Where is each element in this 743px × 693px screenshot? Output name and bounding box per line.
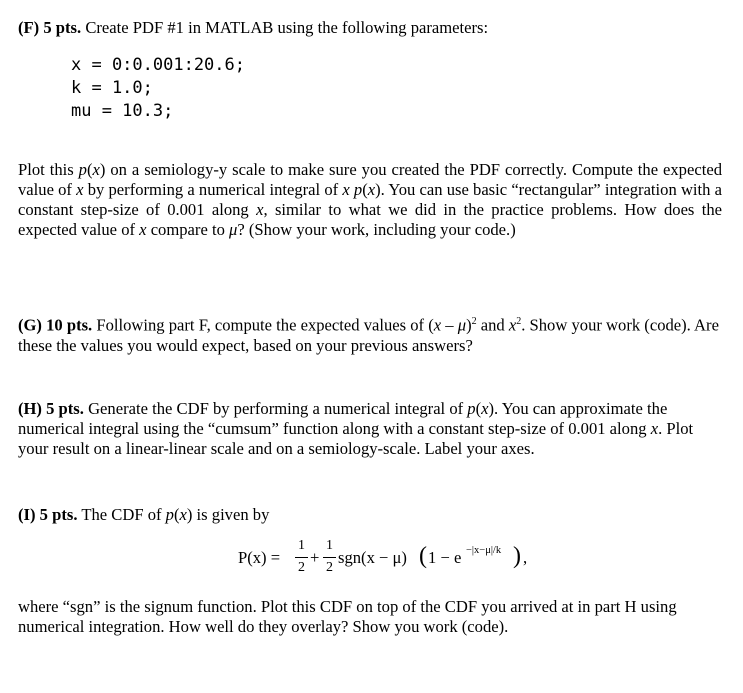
part-i-heading: (I) 5 pts. The CDF of p(x) is given by xyxy=(18,505,270,524)
matlab-code-block xyxy=(71,54,245,123)
part-i-body: where “sgn” is the signum function. Plot this CDF on top of the CDF you arrived at in part H using numerical integration. How well do they overlay? Show you work (code). xyxy=(18,597,677,636)
code-line: k = 1.0; xyxy=(71,78,153,98)
part-f-label: (F) 5 pts. xyxy=(18,18,82,37)
exponent: −|x−μ|/k xyxy=(466,545,502,556)
one-minus-e: 1 − e xyxy=(428,548,462,567)
half-denominator: 2 xyxy=(298,560,305,575)
cdf-equation xyxy=(238,538,538,580)
left-paren: ( xyxy=(419,543,427,569)
code-line: mu = 10.3; xyxy=(71,101,174,121)
part-f-heading xyxy=(18,18,722,38)
half-numerator: 1 xyxy=(298,538,305,553)
part-g-paragraph: (G) 10 pts. Following part F, compute the expected values of (x – μ)$^2$ and $x^2$. Show your work (code). Are these the values you would expect, based on your previous answers? xyxy=(18,315,719,355)
part-g-label: (G) 10 pts. xyxy=(18,315,93,335)
plus-sign: + xyxy=(310,548,320,567)
sgn-term: sgn(x − μ) xyxy=(338,548,407,567)
half-denominator-2: 2 xyxy=(326,560,333,575)
part-h-paragraph: (H) 5 pts. Generate the CDF by performing a numerical integral of p(x). You can approximate the numerical integral using the “cumsum” function along with a constant step-size of 0.001 along x. Plot your result on a linear-linear scale and on a semiology-scale. Label your axes. xyxy=(18,399,694,458)
equation-lhs: P(x) = xyxy=(238,548,281,567)
equation-comma: , xyxy=(523,548,528,567)
part-i-label: (I) 5 pts. xyxy=(18,505,78,524)
part-h-label: (H) 5 pts. xyxy=(18,399,84,418)
part-f-intro: Create PDF #1 in MATLAB using the following parameters: xyxy=(85,18,489,37)
half-numerator-2: 1 xyxy=(326,538,333,553)
right-paren: ) xyxy=(513,543,521,569)
code-line: x = 0:0.001:20.6; xyxy=(71,55,245,75)
part-f-body: Plot this p(x) on a semiology-y scale to make sure you created the PDF correctly. Compute the expected value of x by performing a numerical integral of x p(x). You can use basic “rectangular” integration with a constant step-size of 0.001 along x, similar to what we did in the practice problems. How does the expected value of x compare to μ? (Show your work, including your code.) xyxy=(18,160,723,239)
